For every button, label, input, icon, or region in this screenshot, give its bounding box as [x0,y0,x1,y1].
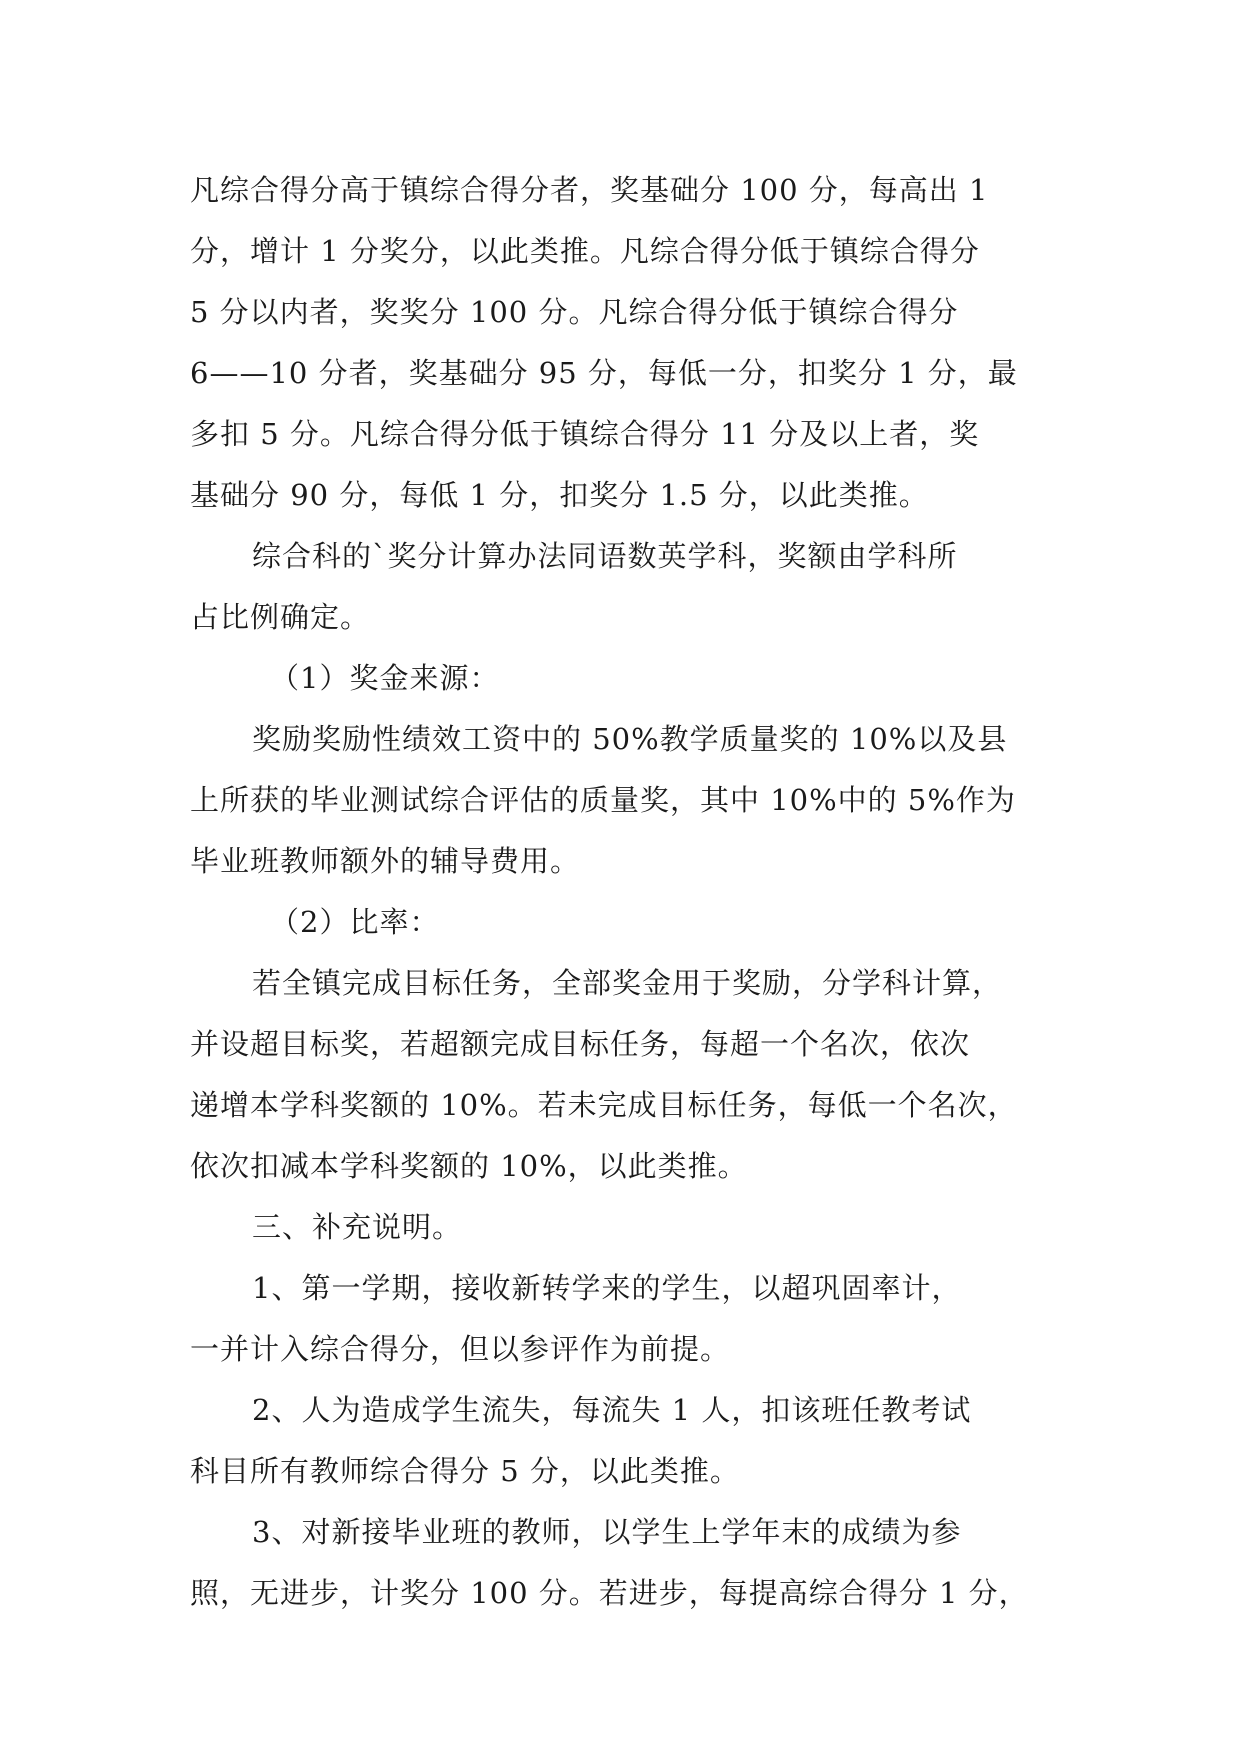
subheading-funding-source: （1）奖金来源： [270,661,500,695]
text-line: 递增本学科奖额的 10%。若未完成目标任务，每低一个名次， [190,1088,1018,1122]
section-heading-supplement: 三、补充说明。 [252,1210,463,1244]
paragraph-start-line: 综合科的`奖分计算办法同语数英学科，奖额由学科所 [252,539,958,573]
paragraph-start-line: 若全镇完成目标任务，全部奖金用于奖励，分学科计算， [252,966,1003,1000]
paragraph-start-line: 1、第一学期，接收新转学来的学生，以超巩固率计， [252,1271,962,1305]
text-line: 基础分 90 分，每低 1 分，扣奖分 1.5 分，以此类推。 [190,478,929,512]
text-line: 上所获的毕业测试综合评估的质量奖，其中 10%中的 5%作为 [190,783,1016,817]
text-line: 占比例确定。 [190,600,371,634]
text-line: 并设超目标奖，若超额完成目标任务，每超一个名次，依次 [190,1027,971,1061]
text-line: 6——10 分者，奖基础分 95 分，每低一分，扣奖分 1 分，最 [190,356,1018,390]
text-line: 多扣 5 分。凡综合得分低于镇综合得分 11 分及以上者，奖 [190,417,980,451]
paragraph-start-line: 2、人为造成学生流失，每流失 1 人，扣该班任教考试 [252,1393,972,1427]
text-line: 一并计入综合得分，但以参评作为前提。 [190,1332,731,1366]
text-line: 依次扣减本学科奖额的 10%，以此类推。 [190,1149,748,1183]
text-line: 5 分以内者，奖奖分 100 分。凡综合得分低于镇综合得分 [190,295,959,329]
document-body [190,160,1060,1624]
text-line: 凡综合得分高于镇综合得分者，奖基础分 100 分，每高出 1 [190,173,989,207]
text-line: 毕业班教师额外的辅导费用。 [190,844,581,878]
paragraph-start-line: 奖励奖励性绩效工资中的 50%教学质量奖的 10%以及县 [252,722,1008,756]
text-line: 分，增计 1 分奖分，以此类推。凡综合得分低于镇综合得分 [190,234,980,268]
paragraph-start-line: 3、对新接毕业班的教师，以学生上学年末的成绩为参 [252,1515,962,1549]
subheading-ratio: （2）比率： [270,905,440,939]
text-line: 照，无进步，计奖分 100 分。若进步，每提高综合得分 1 分， [190,1576,1029,1610]
text-line: 科目所有教师综合得分 5 分，以此类推。 [190,1454,740,1488]
